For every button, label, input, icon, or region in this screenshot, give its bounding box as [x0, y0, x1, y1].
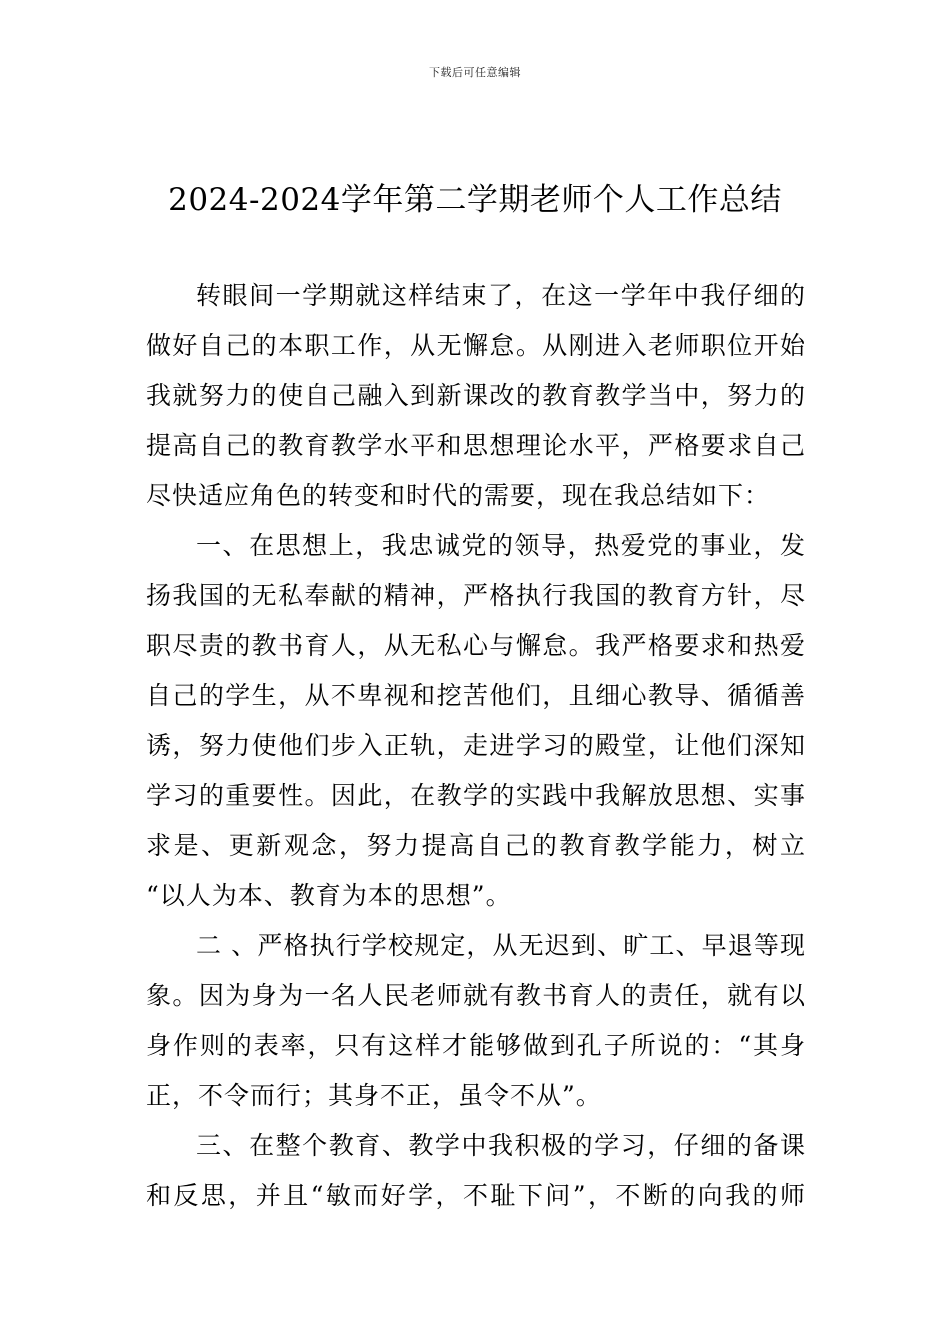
text-line: 自己的学生，从不卑视和挖苦他们，且细心教导、循循善	[146, 681, 806, 710]
text-line: 正，不令而行；其身不正，虽令不从”。	[146, 1081, 602, 1110]
text-line: 和反思，并且“敏而好学，不耻下问”，不断的向我的师	[146, 1181, 806, 1210]
text-line: 扬我国的无私奉献的精神，严格执行我国的教育方针，尽	[146, 581, 806, 610]
text-line: 我就努力的使自己融入到新课改的教育教学当中，努力的	[146, 381, 806, 410]
text-line: 尽快适应角色的转变和时代的需要，现在我总结如下：	[146, 481, 771, 510]
paragraph-intro	[146, 271, 806, 521]
text-line: 三、在整个教育、教学中我积极的学习，仔细的备课	[196, 1131, 806, 1160]
text-line: 学习的重要性。因此，在教学的实践中我解放思想、实事	[146, 781, 806, 810]
text-line: 诱，努力使他们步入正轨，走进学习的殿堂，让他们深知	[146, 731, 806, 760]
text-line: 提高自己的教育教学水平和思想理论水平，严格要求自己	[146, 431, 806, 460]
text-line: 求是、更新观念，努力提高自己的教育教学能力，树立	[146, 831, 806, 860]
text-line: 二 、严格执行学校规定，从无迟到、旷工、早退等现	[196, 931, 806, 960]
page-header-note: 下载后可任意编辑	[429, 66, 521, 79]
text-line: “以人为本、教育为本的思想”。	[146, 881, 512, 910]
text-line: 象。因为身为一名人民老师就有教书育人的责任，就有以	[146, 981, 806, 1010]
document-title: 2024-2024学年第二学期老师个人工作总结	[168, 182, 782, 218]
text-line: 一、在思想上，我忠诚党的领导，热爱党的事业，发	[196, 531, 806, 560]
text-line: 职尽责的教书育人，从无私心与懈怠。我严格要求和热爱	[146, 631, 806, 660]
document-body	[146, 271, 806, 1221]
paragraph-section-1	[146, 521, 806, 921]
text-line: 做好自己的本职工作，从无懈怠。从刚进入老师职位开始	[146, 331, 806, 360]
text-line: 转眼间一学期就这样结束了，在这一学年中我仔细的	[196, 281, 806, 310]
paragraph-section-3	[146, 1121, 806, 1221]
text-line: 身作则的表率，只有这样才能够做到孔子所说的：“其身	[146, 1031, 806, 1060]
paragraph-section-2	[146, 921, 806, 1121]
